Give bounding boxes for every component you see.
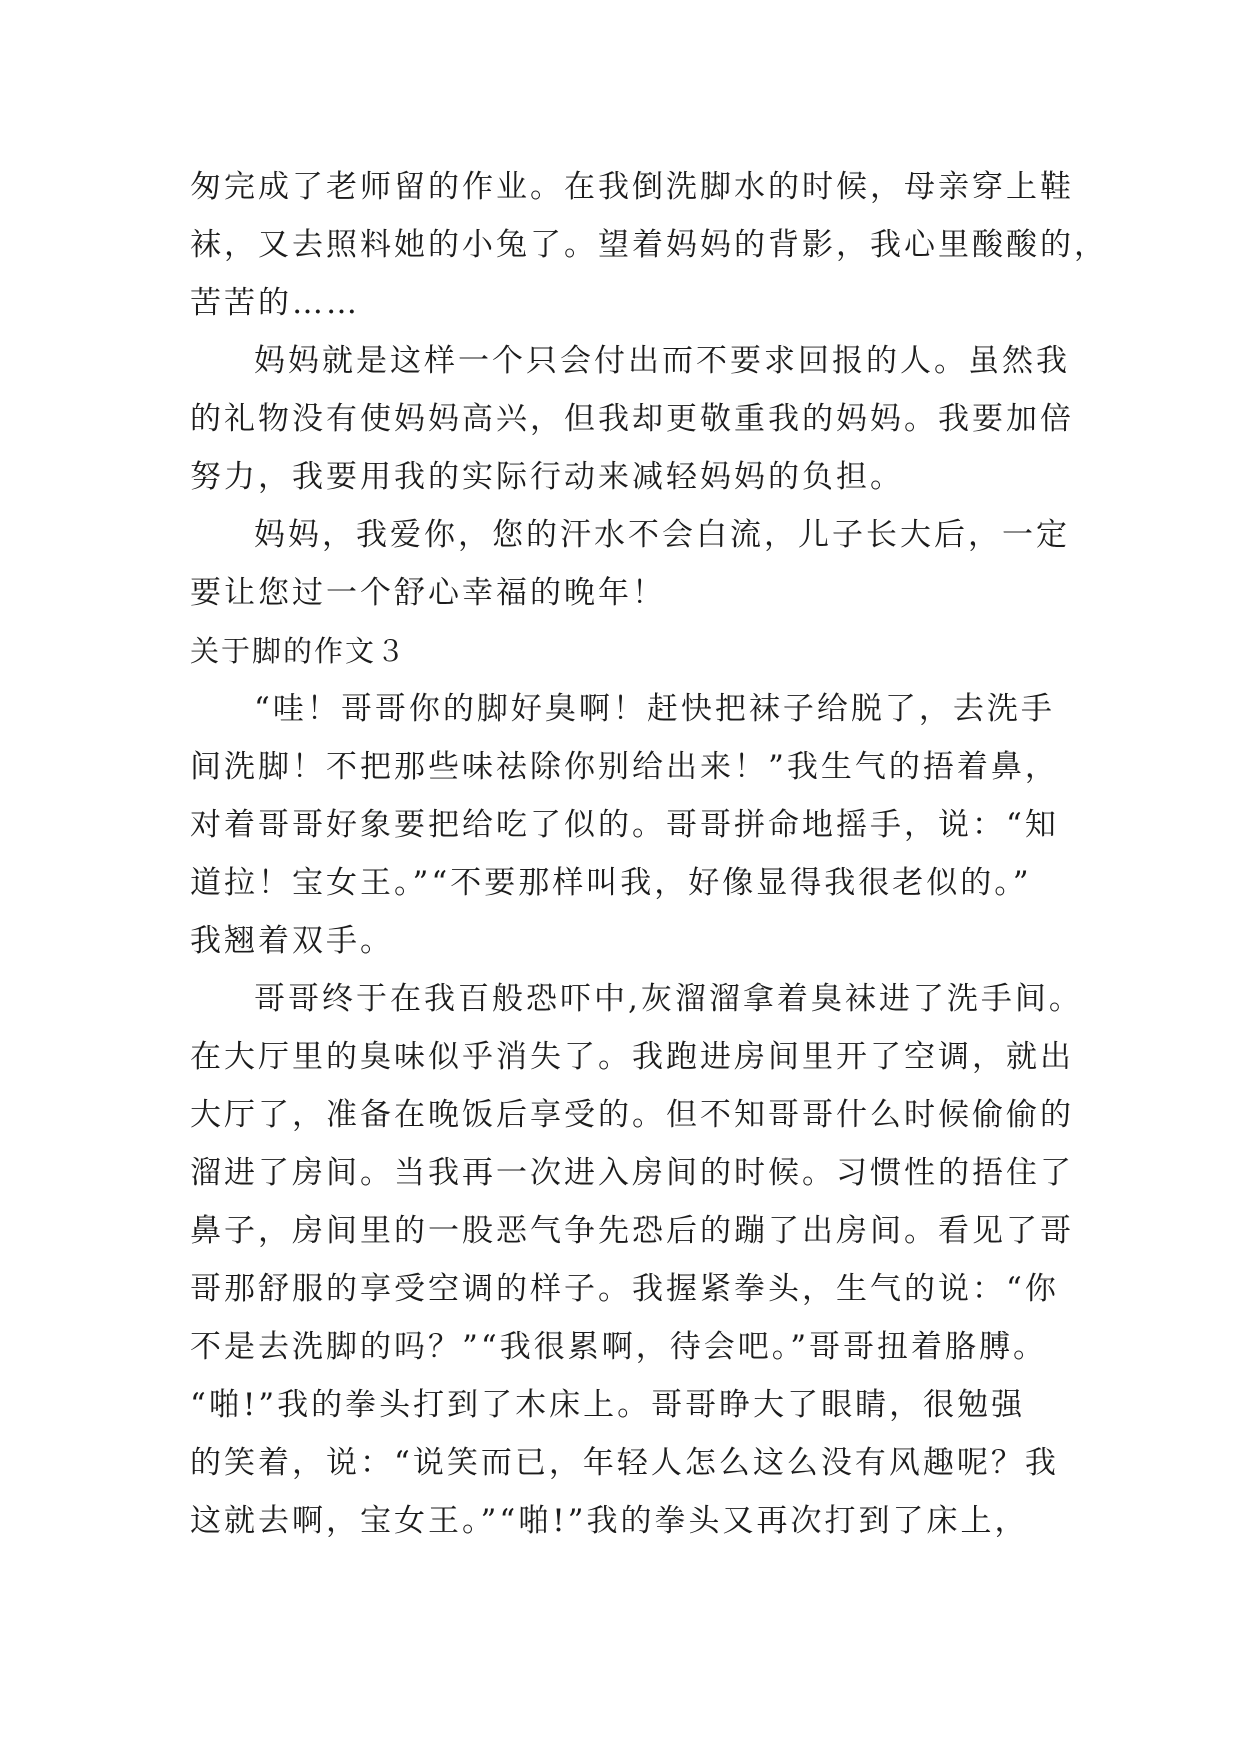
- text-line: 哥哥终于在我百般恐吓中,灰溜溜拿着臭袜进了洗手间。: [254, 981, 1083, 1017]
- text-line: 哥那舒服的享受空调的样子。我握紧拳头，生气的说：“你: [190, 1271, 1059, 1307]
- text-line: 的笑着，说：“说笑而已，年轻人怎么这么没有风趣呢？我: [190, 1445, 1059, 1481]
- section-heading: [190, 622, 1050, 680]
- paragraph-4: [190, 680, 1059, 970]
- paragraph-5: [190, 970, 1083, 1550]
- text-line: 间洗脚！不把那些味祛除你别给出来！”我生气的捂着鼻，: [190, 749, 1059, 785]
- text-line: 鼻子，房间里的一股恶气争先恐后的蹦了出房间。看见了哥: [190, 1213, 1074, 1249]
- document-page: [190, 158, 1108, 1550]
- text-line: 妈妈，我爱你，您的汗水不会白流，儿子长大后，一定: [254, 517, 1070, 553]
- text-line: 努力，我要用我的实际行动来减轻妈妈的负担。: [190, 459, 904, 495]
- text-line: 妈妈就是这样一个只会付出而不要求回报的人。虽然我: [254, 343, 1070, 379]
- text-line: 袜，又去照料她的小兔了。望着妈妈的背影，我心里酸酸的，: [190, 227, 1108, 263]
- text-line: 不是去洗脚的吗？”“我很累啊，待会吧。”哥哥扭着胳膊。: [190, 1329, 1048, 1365]
- text-line: 苦苦的……: [190, 285, 360, 321]
- text-line: “哇！哥哥你的脚好臭啊！赶快把袜子给脱了，去洗手: [254, 691, 1055, 727]
- text-line: 要让您过一个舒心幸福的晚年！: [190, 575, 666, 611]
- text-line: 对着哥哥好象要把给吃了似的。哥哥拼命地摇手，说：“知: [190, 807, 1059, 843]
- text-line: 我翘着双手。: [190, 923, 394, 959]
- essay-title: 关于脚的作文３: [190, 634, 408, 668]
- paragraph-3: [190, 506, 1070, 622]
- text-line: “啪!”我的拳头打到了木床上。哥哥睁大了眼睛，很勉强: [190, 1387, 1026, 1423]
- paragraph-1: [190, 158, 1108, 332]
- text-line: 匆完成了老师留的作业。在我倒洗脚水的时候，母亲穿上鞋: [190, 169, 1074, 205]
- text-line: 道拉！宝女王。”“不要那样叫我，好像显得我很老似的。”: [190, 865, 1032, 901]
- text-line: 这就去啊，宝女王。”“啪!”我的拳头又再次打到了床上，: [190, 1503, 1029, 1539]
- text-line: 溜进了房间。当我再一次进入房间的时候。习惯性的捂住了: [190, 1155, 1074, 1191]
- paragraph-2: [190, 332, 1074, 506]
- text-line: 的礼物没有使妈妈高兴，但我却更敬重我的妈妈。我要加倍: [190, 401, 1074, 437]
- text-line: 在大厅里的臭味似乎消失了。我跑进房间里开了空调，就出: [190, 1039, 1074, 1075]
- text-line: 大厅了，准备在晚饭后享受的。但不知哥哥什么时候偷偷的: [190, 1097, 1074, 1133]
